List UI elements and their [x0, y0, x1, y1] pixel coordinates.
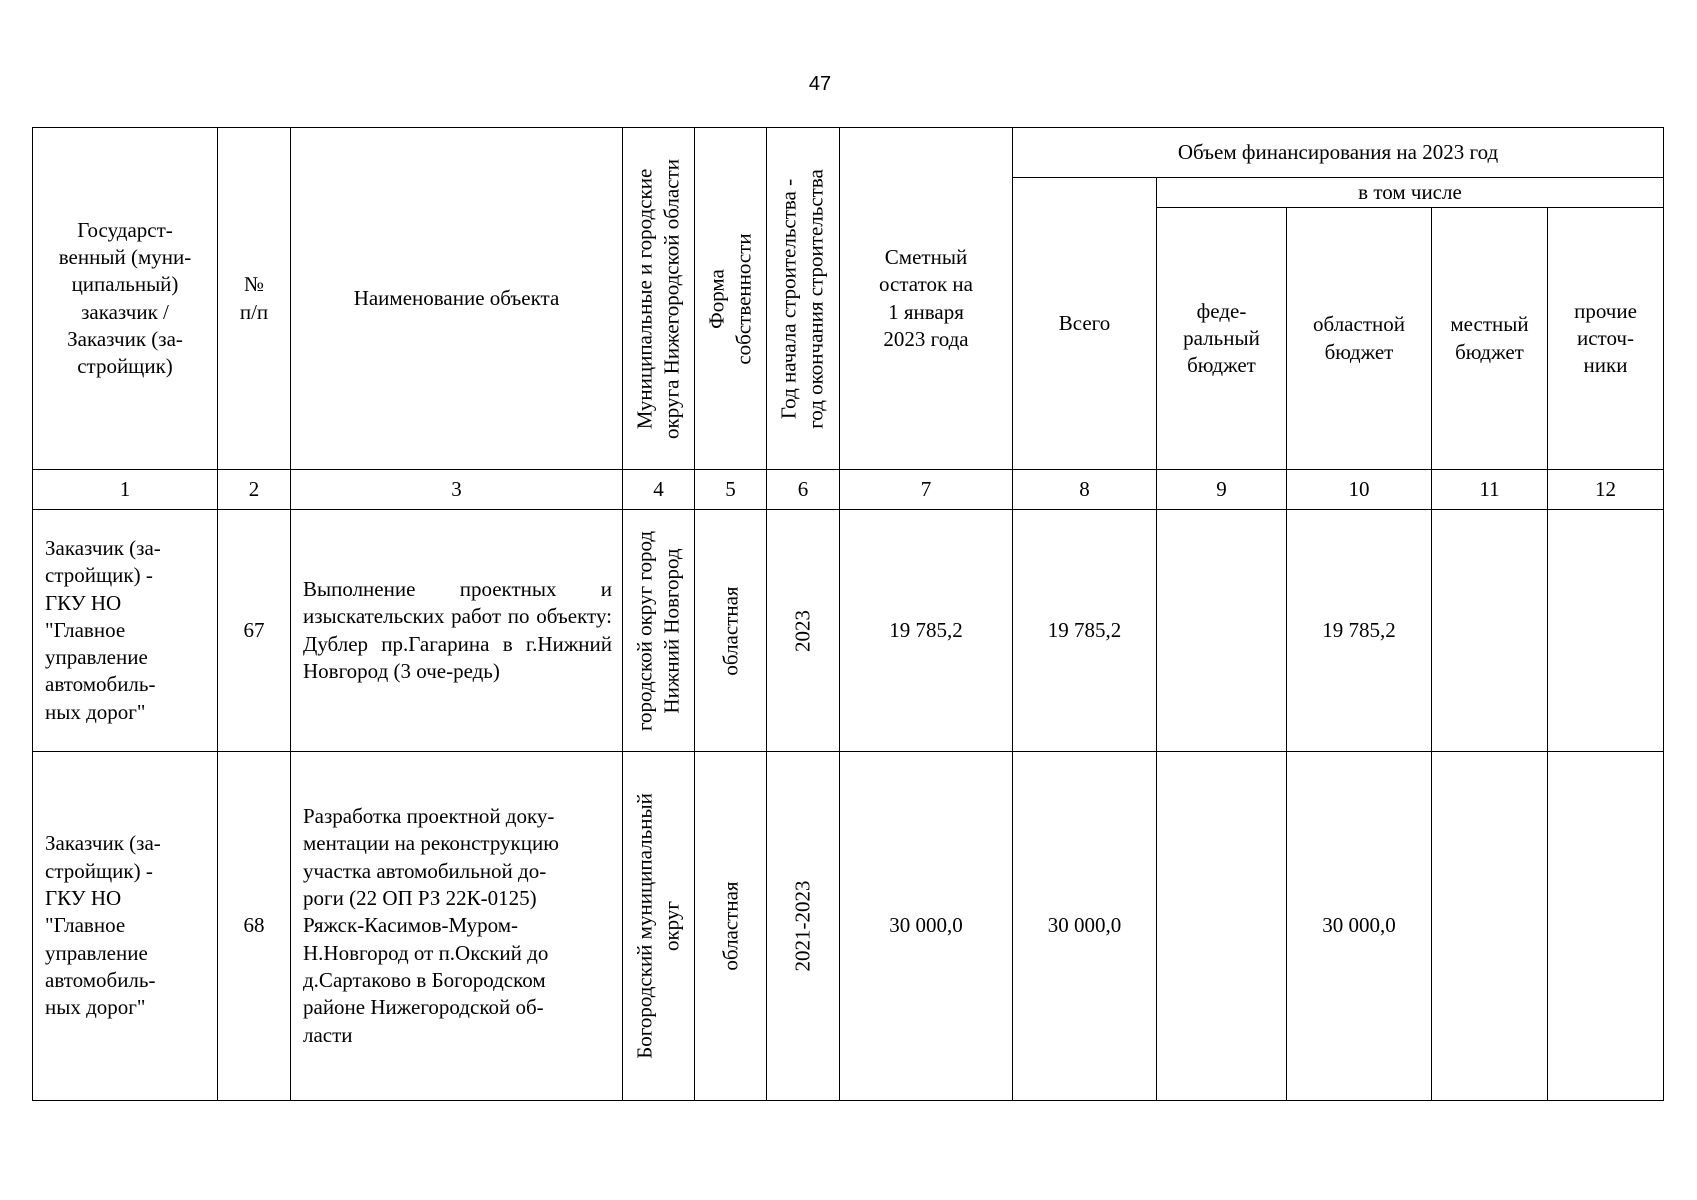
row-other — [1548, 510, 1664, 752]
header-federal: феде- ральный бюджет — [1157, 208, 1287, 470]
row-regional: 30 000,0 — [1287, 752, 1432, 1101]
row-object: Выполнение проектных и изыскательских работ по объекту: Дублер пр.Гагарина в г.Нижний Новгород (3 оче-редь) — [291, 510, 623, 752]
header-years: Год начала строительства - год окончания строительства — [767, 128, 840, 470]
table-row — [33, 510, 1664, 752]
column-number: 2 — [218, 470, 291, 510]
column-number: 8 — [1013, 470, 1157, 510]
header-number: № п/п — [218, 128, 291, 470]
header-regional: областной бюджет — [1287, 208, 1432, 470]
row-customer: Заказчик (за- стройщик) - ГКУ НО "Главное управление автомобиль- ных дорог" — [33, 752, 218, 1101]
header-customer: Государст- венный (муни- ципальный) заказчик / Заказчик (за- стройщик) — [33, 128, 218, 470]
row-years: 2021-2023 — [767, 752, 840, 1101]
row-years: 2023 — [767, 510, 840, 752]
row-district: городской округ город Нижний Новгород — [623, 510, 695, 752]
header-local: местный бюджет — [1432, 208, 1548, 470]
column-number: 5 — [695, 470, 767, 510]
row-total: 19 785,2 — [1013, 510, 1157, 752]
row-number: 67 — [218, 510, 291, 752]
row-federal — [1157, 510, 1287, 752]
column-number: 10 — [1287, 470, 1432, 510]
header-district: Муниципальные и городские округа Нижегородской области — [623, 128, 695, 470]
header-financing: Объем финансирования на 2023 год — [1013, 128, 1664, 178]
row-other — [1548, 752, 1664, 1101]
row-local — [1432, 752, 1548, 1101]
column-numbers-row — [33, 470, 1664, 510]
column-number: 9 — [1157, 470, 1287, 510]
header-total: Всего — [1013, 178, 1157, 470]
row-total: 30 000,0 — [1013, 752, 1157, 1101]
column-number: 7 — [840, 470, 1013, 510]
column-number: 4 — [623, 470, 695, 510]
header-ownership: Форма собственности — [695, 128, 767, 470]
header-including: в том числе — [1157, 178, 1664, 208]
header-balance: Сметный остаток на 1 января 2023 года — [840, 128, 1013, 470]
column-number: 12 — [1548, 470, 1664, 510]
row-district: Богородский муниципальный округ — [623, 752, 695, 1101]
column-number: 3 — [291, 470, 623, 510]
row-balance: 19 785,2 — [840, 510, 1013, 752]
row-ownership: областная — [695, 752, 767, 1101]
page-number: 47 — [808, 73, 832, 95]
column-number: 6 — [767, 470, 840, 510]
row-local — [1432, 510, 1548, 752]
column-number: 1 — [33, 470, 218, 510]
header-object-name: Наименование объекта — [291, 128, 623, 470]
row-regional: 19 785,2 — [1287, 510, 1432, 752]
table-row — [33, 752, 1664, 1101]
row-federal — [1157, 752, 1287, 1101]
financing-table — [32, 127, 1664, 1101]
row-number: 68 — [218, 752, 291, 1101]
row-balance: 30 000,0 — [840, 752, 1013, 1101]
row-object: Разработка проектной доку- ментации на реконструкцию участка автомобильной до- роги (22 ОП РЗ 22К-0125) Ряжск-Касимов-Муром- Н.Новгород от п.Окский до д.Сартаково в Богородском районе Нижегородской об- ласти — [291, 752, 623, 1101]
header-other: прочие источ- ники — [1548, 208, 1664, 470]
row-customer: Заказчик (за- стройщик) - ГКУ НО "Главное управление автомобиль- ных дорог" — [33, 510, 218, 752]
column-number: 11 — [1432, 470, 1548, 510]
row-ownership: областная — [695, 510, 767, 752]
